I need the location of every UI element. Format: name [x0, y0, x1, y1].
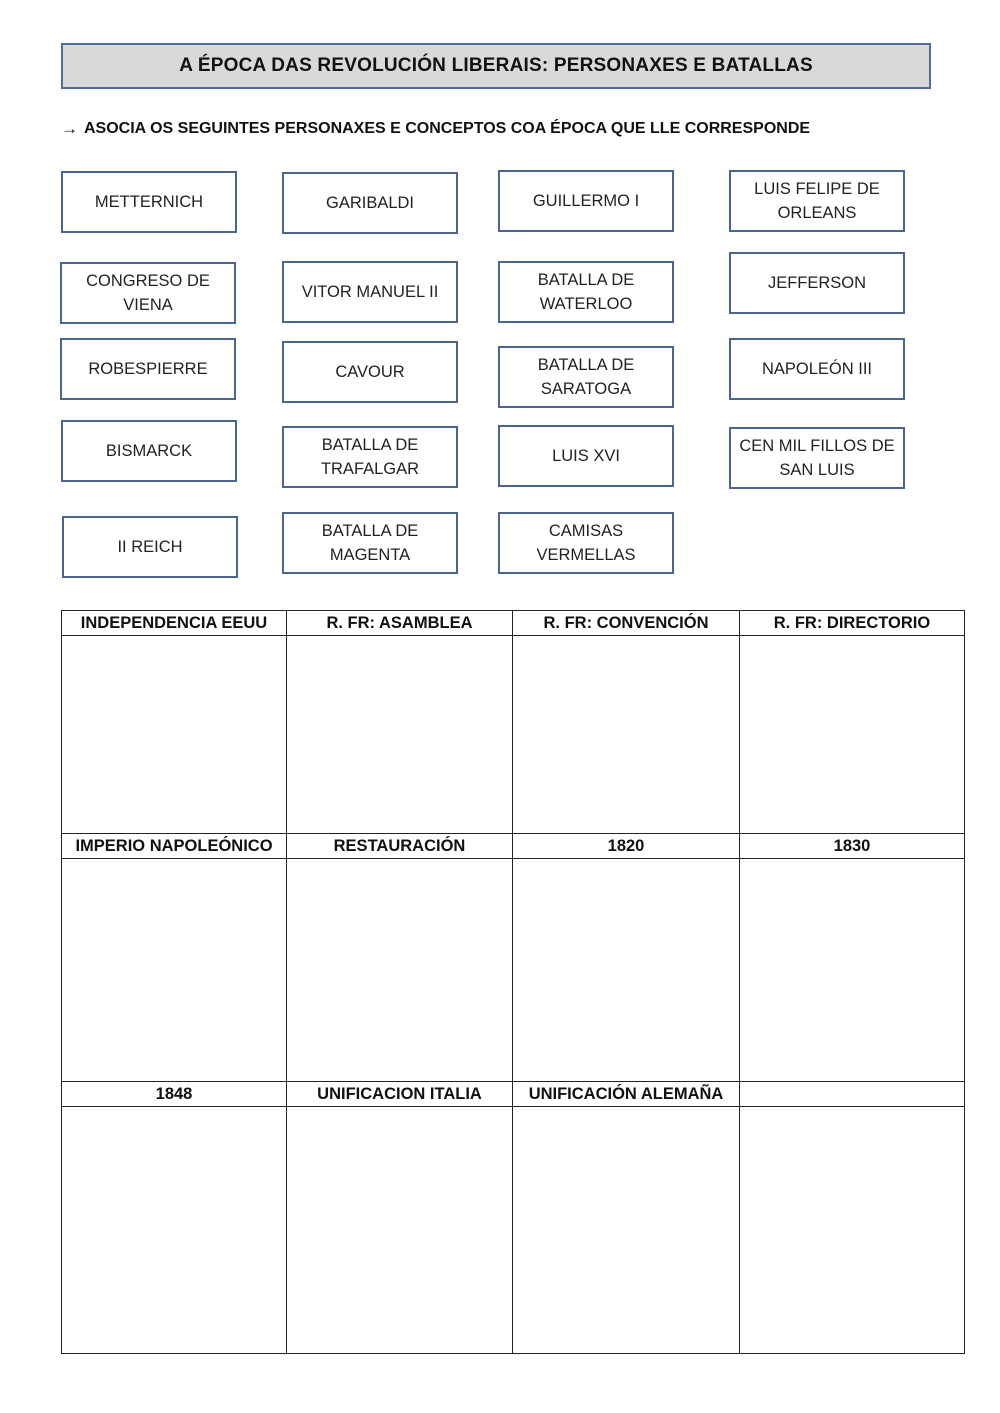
drag-card-luis-felipe[interactable]: LUIS FELIPE DE ORLEANS: [729, 170, 905, 232]
drag-card-bismarck[interactable]: BISMARCK: [61, 420, 237, 482]
drop-zone-unificacion-italia[interactable]: [287, 1107, 513, 1354]
instruction-text: ASOCIA OS SEGUINTES PERSONAXES E CONCEPTOS COA ÉPOCA QUE LLE CORRESPONDE: [84, 120, 811, 137]
header-row-1: [62, 611, 965, 636]
drag-card-robespierre[interactable]: ROBESPIERRE: [60, 338, 236, 400]
drag-card-camisas-vermellas[interactable]: CAMISAS VERMELLAS: [498, 512, 674, 574]
drag-card-cavour[interactable]: CAVOUR: [282, 341, 458, 403]
header-1820: 1820: [513, 834, 740, 859]
drop-zone-independencia-eeuu[interactable]: [62, 636, 287, 834]
drop-zone-restauracion[interactable]: [287, 859, 513, 1082]
drop-zone-1820[interactable]: [513, 859, 740, 1082]
header-convencion: R. FR: CONVENCIÓN: [513, 611, 740, 636]
drag-card-jefferson[interactable]: JEFFERSON: [729, 252, 905, 314]
drop-zone-unificacion-alemana[interactable]: [513, 1107, 740, 1354]
drop-row-1: [62, 636, 965, 834]
header-1830: 1830: [740, 834, 965, 859]
drag-card-garibaldi[interactable]: GARIBALDI: [282, 172, 458, 234]
header-independencia-eeuu: INDEPENDENCIA EEUU: [62, 611, 287, 636]
drag-card-waterloo[interactable]: BATALLA DE WATERLOO: [498, 261, 674, 323]
header-row-2: [62, 834, 965, 859]
instruction: [61, 119, 810, 139]
drag-card-trafalgar[interactable]: BATALLA DE TRAFALGAR: [282, 426, 458, 488]
drag-card-luis-xvi[interactable]: LUIS XVI: [498, 425, 674, 487]
drop-zone-convencion[interactable]: [513, 636, 740, 834]
drag-card-vitor-manuel[interactable]: VITOR MANUEL II: [282, 261, 458, 323]
header-row-3: [62, 1082, 965, 1107]
drag-card-ii-reich[interactable]: II REICH: [62, 516, 238, 578]
drag-card-congreso-viena[interactable]: CONGRESO DE VIENA: [60, 262, 236, 324]
drag-card-cen-mil-fillos[interactable]: CEN MIL FILLOS DE SAN LUIS: [729, 427, 905, 489]
header-1848: 1848: [62, 1082, 287, 1107]
drop-zone-imperio-napoleonico[interactable]: [62, 859, 287, 1082]
drop-row-2: [62, 859, 965, 1082]
drop-row-3: [62, 1107, 965, 1354]
header-imperio-napoleonico: IMPERIO NAPOLEÓNICO: [62, 834, 287, 859]
drop-zone-asamblea[interactable]: [287, 636, 513, 834]
drop-zone-empty[interactable]: [740, 1107, 965, 1354]
header-empty: [740, 1082, 965, 1107]
arrow-right-icon: →: [61, 119, 78, 138]
drag-card-guillermo-i[interactable]: GUILLERMO I: [498, 170, 674, 232]
header-asamblea: R. FR: ASAMBLEA: [287, 611, 513, 636]
drag-card-metternich[interactable]: METTERNICH: [61, 171, 237, 233]
header-unificacion-italia: UNIFICACION ITALIA: [287, 1082, 513, 1107]
drag-card-saratoga[interactable]: BATALLA DE SARATOGA: [498, 346, 674, 408]
page-title: A ÉPOCA DAS REVOLUCIÓN LIBERAIS: PERSONAXES E BATALLAS: [61, 43, 931, 89]
drag-card-magenta[interactable]: BATALLA DE MAGENTA: [282, 512, 458, 574]
drop-zone-1830[interactable]: [740, 859, 965, 1082]
header-directorio: R. FR: DIRECTORIO: [740, 611, 965, 636]
drop-zone-1848[interactable]: [62, 1107, 287, 1354]
drag-card-napoleon-iii[interactable]: NAPOLEÓN III: [729, 338, 905, 400]
header-restauracion: RESTAURACIÓN: [287, 834, 513, 859]
drop-zone-directorio[interactable]: [740, 636, 965, 834]
classification-table: [61, 610, 965, 1354]
header-unificacion-alemana: UNIFICACIÓN ALEMAÑA: [513, 1082, 740, 1107]
